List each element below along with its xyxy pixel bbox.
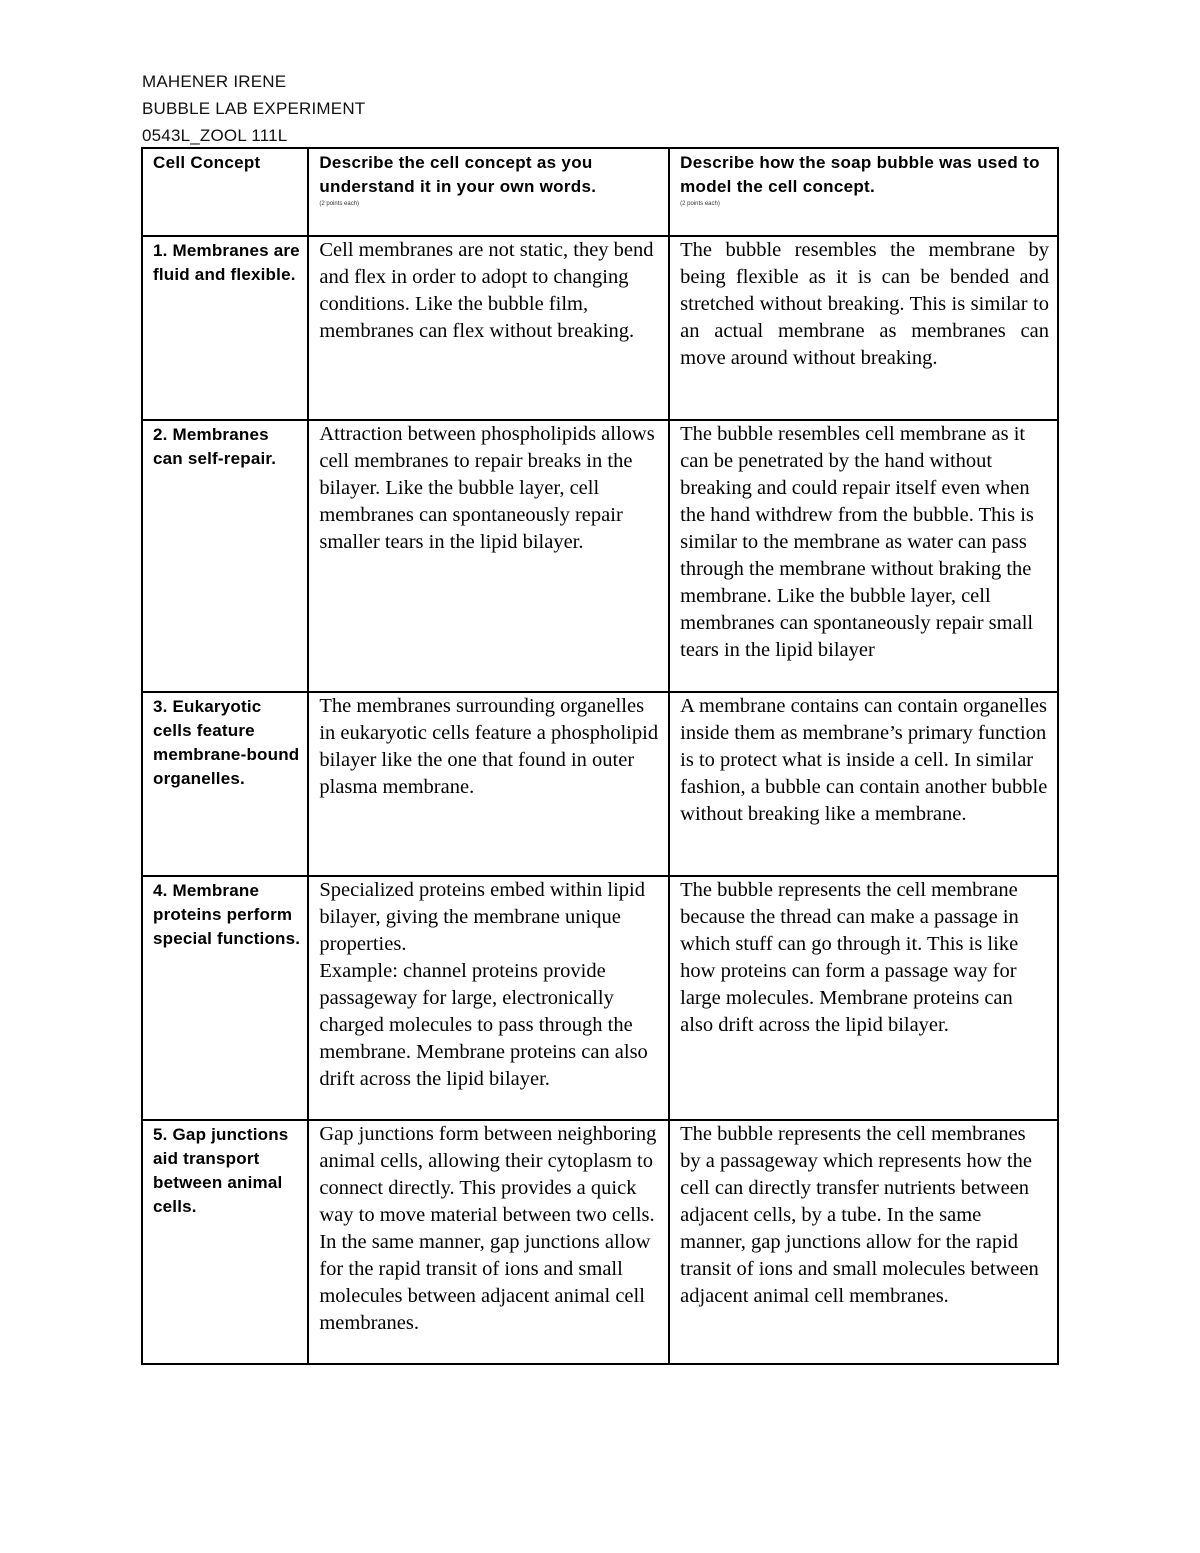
concept-description: Cell membranes are not static, they bend and flex in order to adopt to changing conditions. Like the bubble film, membranes can flex without breaking.	[319, 239, 654, 342]
document-title: BUBBLE LAB EXPERIMENT	[142, 99, 366, 118]
table-row	[142, 420, 1058, 692]
cell-concept-table	[141, 147, 1059, 1365]
column-header-label: Describe how the soap bubble was used to model the cell concept.	[680, 153, 1040, 196]
concept-cell	[142, 1120, 308, 1364]
table-row	[142, 236, 1058, 420]
table-row	[142, 876, 1058, 1120]
header-cell-concept	[142, 148, 308, 236]
bubble-model-description: The bubble represents the cell membrane because the thread can make a passage in which stuff can go through it. This is like how proteins can form a passage way for large molecules. Membrane proteins can also drift across the lipid bilayer.	[680, 879, 1019, 1036]
model-cell	[669, 236, 1058, 420]
table-row	[142, 1120, 1058, 1364]
concept-cell	[142, 876, 308, 1120]
points-note: (2 points each)	[680, 201, 720, 207]
concept-description: Specialized proteins embed within lipid bilayer, giving the membrane unique properties. Example: channel proteins provide passageway for large, electronically charged molecules to pass through the membrane. Membrane proteins can also drift across the lipid bilayer.	[319, 879, 648, 1090]
concept-label: 2. Membranes can self-repair.	[153, 425, 277, 468]
concept-cell	[142, 420, 308, 692]
concept-description: Attraction between phospholipids allows cell membranes to repair breaks in the bilayer. Like the bubble layer, cell membranes can spontaneously repair smaller tears in the lipid bilayer.	[319, 423, 655, 553]
concept-description: Gap junctions form between neighboring animal cells, allowing their cytoplasm to connect directly. This provides a quick way to move material between two cells. In the same manner, gap junctions allow for the rapid transit of ions and small molecules between adjacent animal cell membranes.	[319, 1123, 657, 1334]
model-cell	[669, 420, 1058, 692]
concept-label: 3. Eukaryotic cells feature membrane-bound organelles.	[153, 697, 300, 788]
description-cell	[308, 236, 669, 420]
bubble-model-description: The bubble resembles the membrane by being flexible as it is can be bended and stretched without breaking. This is similar to an actual membrane as membranes can move around without breaking.	[680, 239, 1049, 369]
bubble-model-description: The bubble represents the cell membranes by a passageway which represents how the cell can directly transfer nutrients between adjacent cells, by a tube. In the same manner, gap junctions allow for the rapid transit of ions and small molecules between adjacent animal cell membranes.	[680, 1123, 1039, 1307]
model-cell	[669, 1120, 1058, 1364]
concept-cell	[142, 692, 308, 876]
table-row	[142, 692, 1058, 876]
description-cell	[308, 420, 669, 692]
concept-description: The membranes surrounding organelles in eukaryotic cells feature a phospholipid bilayer like the one that found in outer plasma membrane.	[319, 695, 659, 798]
author-name: MAHENER IRENE	[142, 72, 287, 91]
course-code: 0543L_ZOOL 111L	[142, 126, 288, 145]
header-cell-description	[308, 148, 669, 236]
model-cell	[669, 692, 1058, 876]
bubble-model-description: The bubble resembles cell membrane as it can be penetrated by the hand without breaking and could repair itself even when the hand withdrew from the bubble. This is similar to the membrane as water can pass through the membrane without braking the membrane. Like the bubble layer, cell membranes can spontaneously repair small tears in the lipid bilayer	[680, 423, 1034, 661]
points-note: (2 points each)	[319, 201, 360, 207]
concept-label: 4. Membrane proteins perform special functions.	[153, 881, 301, 948]
concept-label: 5. Gap junctions aid transport between animal cells.	[153, 1125, 289, 1216]
model-cell	[669, 876, 1058, 1120]
column-header-label: Cell Concept	[153, 153, 261, 172]
concept-label: 1. Membranes are fluid and flexible.	[153, 241, 300, 284]
concept-cell	[142, 236, 308, 420]
description-cell	[308, 876, 669, 1120]
bubble-model-description: A membrane contains can contain organelles inside them as membrane’s primary function is to protect what is inside a cell. In similar fashion, a bubble can contain another bubble without breaking like a membrane.	[680, 695, 1048, 825]
table-header-row	[142, 148, 1058, 236]
header-cell-model	[669, 148, 1058, 236]
description-cell	[308, 692, 669, 876]
description-cell	[308, 1120, 669, 1364]
column-header-label: Describe the cell concept as you understand it in your own words.	[319, 153, 597, 196]
